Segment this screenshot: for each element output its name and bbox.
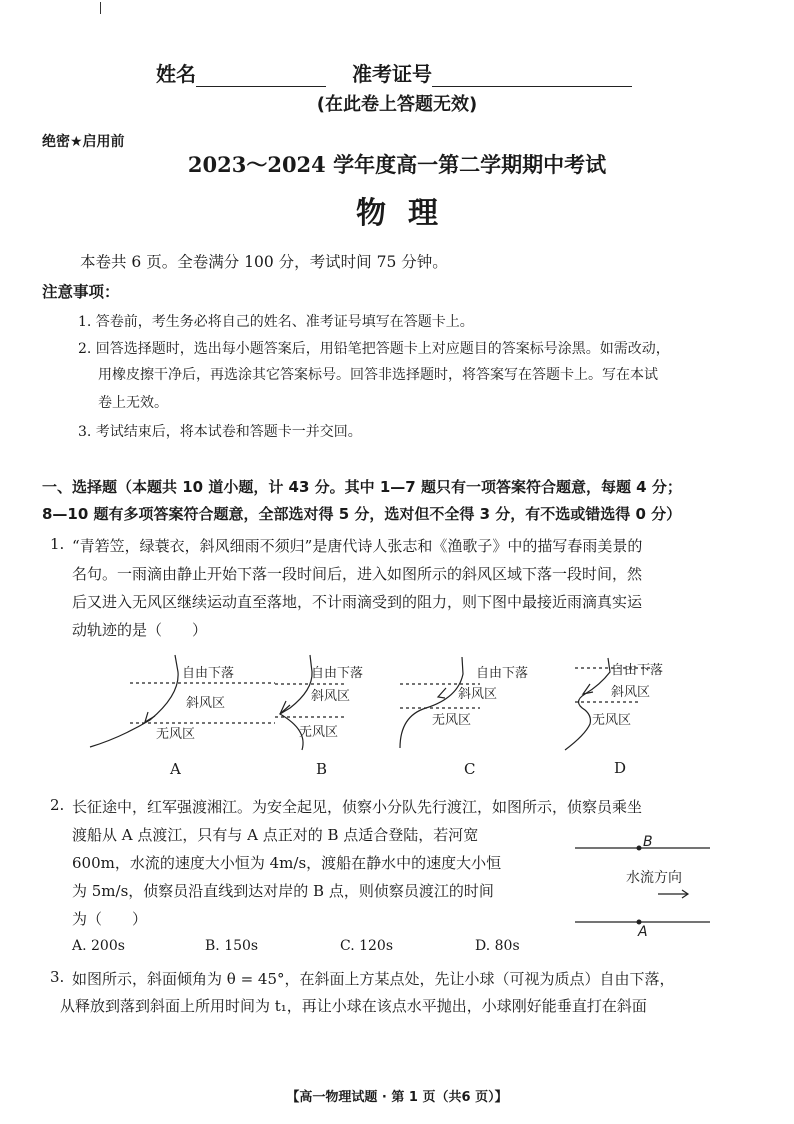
question-3-number: 3.	[50, 968, 65, 986]
arrow-head	[438, 688, 446, 698]
scan-corner-mark	[100, 2, 101, 14]
question-1-text: “青箬笠，绿蓑衣，斜风细雨不须归”是唐代诗人张志和《渔歌子》中的描写春雨美景的	[72, 537, 643, 555]
q2-option-a: A. 200s	[72, 938, 125, 954]
page-footer: 【高一物理试题 · 第 1 页（共6 页）】	[286, 1090, 508, 1105]
point-a-label: A	[638, 924, 648, 940]
name-label: 姓名	[156, 62, 196, 86]
note-item: 2. 回答选择题时，选出每小题答案后，用铅笔把答题卡上对应题目的答案标号涂黑。如需改动，	[78, 341, 670, 357]
confidential-mark: 绝密★启用前	[42, 134, 125, 150]
name-field	[156, 58, 326, 87]
arrow-head	[280, 701, 290, 714]
question-2-number: 2.	[50, 796, 65, 814]
river-crossing-figure	[570, 830, 720, 940]
question-2-text: 为 5m/s，侦察员沿直线到达对岸的 B 点，则侦察员渡江的时间	[72, 882, 494, 900]
arrow-head	[583, 684, 593, 694]
region-label-no-wind: 无风区	[299, 725, 339, 740]
exam-number-blank-line	[432, 68, 632, 87]
region-label-no-wind: 无风区	[156, 727, 196, 742]
option-label-c: C	[464, 760, 476, 778]
note-item-continued: 用橡皮擦干净后，再选涂其它答案标号。回答非选择题时，将答案写在答题卡上。写在本试	[98, 367, 658, 383]
trajectory-curve	[400, 657, 463, 748]
question-1-text: 后又进入无风区继续运动直至落地，不计雨滴受到的阻力，则下图中最接近雨滴真实运	[72, 593, 643, 611]
q2-option-c: C. 120s	[340, 938, 394, 954]
question-2-text: 渡船从 A 点渡江，只有与 A 点正对的 B 点适合登陆，若河宽	[72, 826, 479, 844]
q2-option-b: B. 150s	[205, 938, 259, 954]
question-1-text: 动轨迹的是（ ）	[72, 621, 208, 639]
question-2-text: 600m，水流的速度大小恒为 4m/s，渡船在静水中的速度大小恒	[72, 854, 502, 872]
region-label-free-fall: 自由下落	[182, 666, 235, 681]
region-label-free-fall: 自由下落	[311, 666, 364, 681]
flow-direction-label: 水流方向	[626, 870, 682, 886]
question-1-number: 1.	[50, 535, 65, 553]
option-label-a: A	[170, 760, 181, 778]
invalid-answer-note: (在此卷上答题无效)	[316, 94, 478, 115]
exam-title: 2023～2024 学年度高一第二学期期中考试	[187, 152, 607, 177]
exam-intro: 本卷共 6 页。全卷满分 100 分，考试时间 75 分钟。	[80, 253, 448, 271]
point-b-marker	[637, 846, 642, 851]
region-label-no-wind: 无风区	[432, 713, 472, 728]
name-blank-line	[196, 68, 326, 87]
exam-number-field	[352, 58, 632, 87]
option-label-b: B	[316, 760, 328, 778]
region-label-free-fall: 自由下落	[476, 666, 529, 681]
notes-heading: 注意事项：	[42, 283, 120, 301]
note-item: 3. 考试结束后，将本试卷和答题卡一并交回。	[78, 424, 362, 440]
question-2-text: 为（ ）	[72, 910, 148, 928]
question-3-text: 从释放到落到斜面上所用时间为 t₁，再让小球在该点水平抛出，小球刚好能垂直打在斜面	[60, 997, 647, 1015]
region-label-wind: 斜风区	[311, 689, 351, 704]
option-label-d: D	[614, 759, 627, 777]
section-heading-continued: 8—10 题有多项答案符合题意，全部选对得 5 分，选对但不全得 3 分，有不选或错选得 0 分）	[42, 505, 682, 523]
section-heading: 一、选择题（本题共 10 道小题，计 43 分。其中 1—7 题只有一项答案符合题意，每题 4 分；	[42, 478, 682, 496]
region-label-wind: 斜风区	[458, 687, 498, 702]
note-item-continued: 卷上无效。	[98, 395, 168, 411]
exam-number-label: 准考证号	[352, 62, 432, 86]
question-3-text: 如图所示，斜面倾角为 θ = 45°，在斜面上方某点处，先让小球（可视为质点）自由下落，	[72, 970, 675, 988]
subject-title: 物理	[356, 196, 460, 231]
note-item: 1. 答卷前，考生务必将自己的姓名、准考证号填写在答题卡上。	[78, 314, 474, 330]
region-label-free-fall: 自由下落	[611, 663, 664, 678]
region-label-wind: 斜风区	[611, 685, 651, 700]
region-label-no-wind: 无风区	[592, 713, 632, 728]
q2-option-d: D. 80s	[475, 938, 520, 954]
trajectory-curve	[565, 658, 610, 750]
region-label-wind: 斜风区	[186, 696, 226, 711]
point-b-label: B	[643, 834, 653, 850]
question-1-text: 名句。一雨滴由静止开始下落一段时间后，进入如图所示的斜风区域下落一段时间，然	[72, 565, 643, 583]
question-2-text: 长征途中，红军强渡湘江。为安全起见，侦察小分队先行渡江，如图所示，侦察员乘坐	[72, 798, 643, 816]
